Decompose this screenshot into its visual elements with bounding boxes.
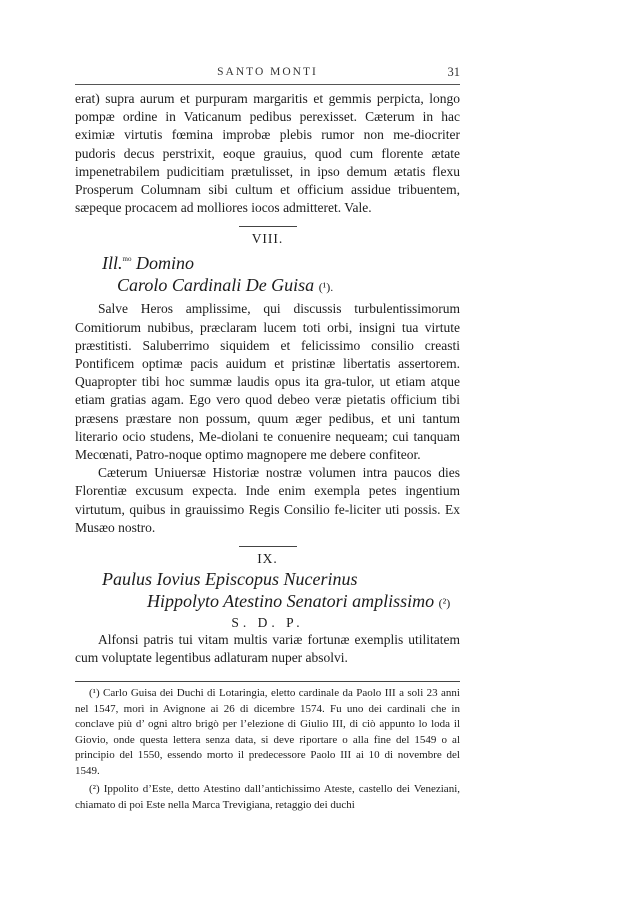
- section-number-ix: IX.: [257, 551, 278, 567]
- section-separator-viii: [239, 226, 297, 227]
- footnote-rule: [75, 681, 460, 682]
- section-number-viii: VIII.: [251, 231, 284, 247]
- section-separator-ix: [239, 546, 297, 547]
- letter-viii-paragraph-1: Salve Heros amplissime, qui discussis turbulentissimorum Comitiorum nubibus, præclaram lucem toti orbi, insigni tua virtute præstitisti. Saluberrimo siquidem et felicissimo consilio creasti Pontificem optimæ pacis auidum et pristinæ libertatis assertorem. Quapropter tibi hoc summæ laudis opus ita gra-tulor, ut etiam atque etiam gratias agam. Ego vero quod debeo veræ pietatis officium tibi præsens præstare non possum, quum æger pedibus, et uni tantum literario ocio studens, Me-diolani te conuenire nequeam; cui tanquam Mecœnati, Patro-noque optimo magnopere me debere confiteor.: [75, 301, 460, 463]
- heading-text: Carolo Cardinali De Guisa: [117, 275, 319, 296]
- footnote-reference: (¹).: [318, 280, 334, 295]
- salutation: S. D. P.: [231, 615, 304, 631]
- superscript: mo: [122, 255, 132, 264]
- running-title: SANTO MONTI: [217, 66, 318, 78]
- intro-paragraph: erat) supra aurum et purpuram margaritis et gemmis perpicta, longo pompæ ordine in Vaticanum pedibus perexisset. Cæterum in hac eximiæ virtutis fœmina improbæ plebis rumor non me-diocriter pudoris decus perstrixit, eoque grauius, quod cum florente ætate impenetrabilem pudicitiam prætulisset, in ipso demum ætatis flexu Prosperum Columnam sibi cultum et officium assidue tribuentem, sæpeque procacem ad molliores iocos admitteret. Vale.: [75, 91, 460, 216]
- section-ix-heading-line2: [147, 590, 460, 614]
- header-rule: [75, 84, 460, 85]
- heading-text: Domino: [131, 253, 194, 274]
- footnote-reference: (²): [438, 596, 451, 611]
- letter-viii-paragraph-2: Cæterum Uniuersæ Historiæ nostræ volumen intra paucos dies Florentiæ excusum expecta. Inde enim exempla petes ingentium virtutum, quibus in grauissimo Regis Consilio fe-liciter uti possis. Ex Musæo nostro.: [75, 465, 460, 535]
- section-ix-heading-line1: Paulus Iovius Episcopus Nucerinus: [102, 569, 358, 590]
- heading-text: Hippolyto Atestino Senatori amplissimo: [147, 591, 439, 612]
- running-head: [75, 60, 460, 84]
- footnote-1: (¹) Carlo Guisa dei Duchi di Lotaringia, eletto cardinale da Paolo III a soli 23 anni nel 1547, morì in Avignone ai 26 di dicembre 1574. Fu uno dei cardinali che in conclave più d’ ogni altro brigò per l’elezione di Giulio III, di ciò appunto lo loda il Giovio, onde questa lettera senza data, si deve riportare o alla fine del 1549 o al principio del 1550, essendo morto il predecessore Paolo III ai 10 di novembre del 1549.: [75, 687, 460, 777]
- section-viii-heading-line2: [117, 274, 460, 298]
- letter-ix-paragraph-1: Alfonsi patris tui vitam multis variæ fortunæ exemplis utilitatem cum voluptate legentibus adlaturam nuper absolvi.: [75, 632, 460, 666]
- page-number: 31: [447, 65, 460, 79]
- page: [75, 60, 460, 813]
- footnote-2: (²) Ippolito d’Este, detto Atestino dall’antichissimo Ateste, castello dei Veneziani, chiamato di poi Este nella Marca Trevigiana, retaggio dei duchi: [75, 783, 460, 811]
- section-viii-heading-line1: [102, 248, 460, 274]
- heading-text: Ill.: [102, 253, 123, 274]
